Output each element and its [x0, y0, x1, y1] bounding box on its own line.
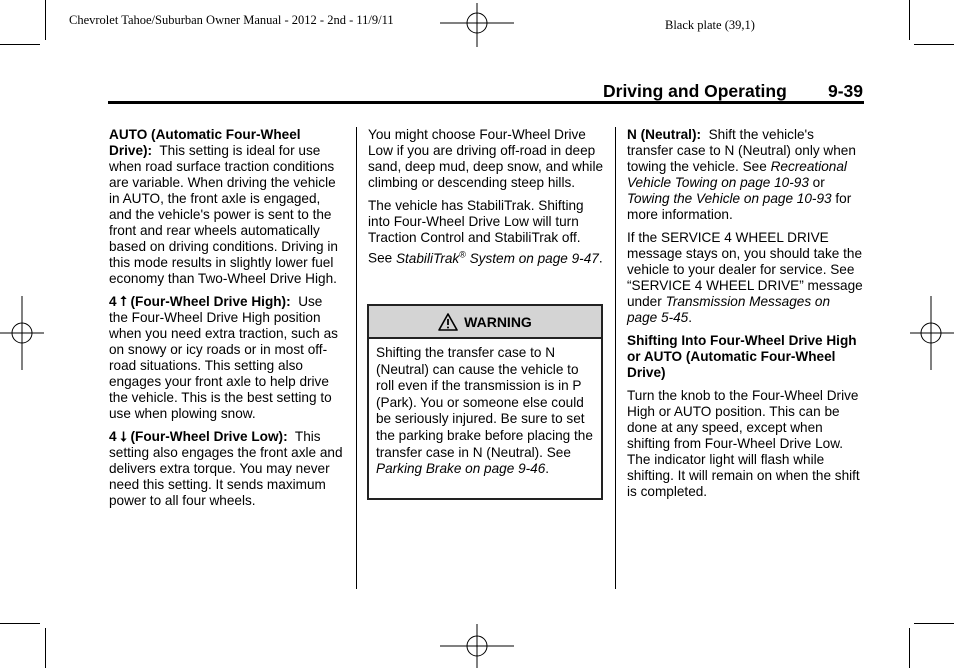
transmission-messages-ref[interactable]: Transmission Messages on page 5-45 — [627, 294, 831, 325]
crop-mark-icon — [0, 44, 40, 45]
high-prefix: 4 — [109, 294, 117, 309]
warning-header — [369, 306, 601, 339]
crop-mark-icon — [914, 44, 954, 45]
parking-brake-ref[interactable]: Parking Brake on page 9-46 — [376, 461, 546, 477]
warning-title: WARNING — [464, 313, 532, 330]
column-3 — [627, 127, 863, 507]
rv-towing-ref[interactable]: Recreational Vehicle Towing on page 10-93 — [627, 159, 847, 190]
slug-left: Chevrolet Tahoe/Suburban Owner Manual - 2012 - 2nd - 11/9/11 — [69, 13, 394, 27]
crop-mark-icon — [909, 0, 910, 40]
low-prefix: 4 — [109, 429, 117, 444]
crop-mark-icon — [45, 0, 46, 40]
registration-mark-icon — [440, 3, 514, 47]
crop-mark-icon — [0, 623, 40, 624]
high-text: Use the Four-Wheel Drive High position when you need extra traction, such as on snowy or icy roads or in most off-road situations. This setting also engages your front axle to help drive the vehicle. This is the best setting to use when plowing snow. — [109, 294, 338, 421]
stabilitrak-text: The vehicle has StabiliTrak. Shifting into Four-Wheel Drive Low will turn Traction Control and StabiliTrak off. See — [368, 198, 584, 266]
neutral-text: Shift the vehicle's transfer case to N (Neutral) only when towing the vehicle. See — [627, 127, 856, 174]
low-text: This setting also engages the front axle and delivers extra torque. You may never need this setting. It sends maximum power to all four wheels. — [109, 429, 343, 508]
neutral-paragraph: N (Neutral): Shift the vehicle's transfer case to N (Neutral) only when towing the vehicle. See Recreational Vehicle Towing on page 10-93 or Towing the Vehicle on page 10-93 for more information. — [627, 127, 856, 222]
header-rule — [108, 101, 864, 104]
slug-right: Black plate (39,1) — [665, 18, 755, 32]
crop-mark-icon — [45, 628, 46, 668]
service-paragraph: If the SERVICE 4 WHEEL DRIVE message stays on, you should take the vehicle to your dealer for service. See “SERVICE 4 WHEEL DRIVE” message under Transmission Messages on page 5-45. — [627, 230, 863, 325]
high-paragraph — [109, 294, 344, 422]
stabilitrak-ref[interactable]: StabiliTrak® System on page 9-47 — [395, 249, 599, 266]
section-title: Driving and Operating — [603, 81, 787, 101]
crop-mark-icon — [914, 623, 954, 624]
auto-paragraph — [109, 127, 344, 287]
registration-mark-icon — [0, 296, 44, 370]
column-2 — [368, 127, 604, 274]
stabilitrak-paragraph: The vehicle has StabiliTrak. Shifting into Four-Wheel Drive Low will turn Traction Control and StabiliTrak off. See StabiliTrak® System on page 9-47. — [368, 198, 603, 266]
high-label: (Four-Wheel Drive High): — [130, 294, 291, 309]
warning-text: Shifting the transfer case to N (Neutral) can cause the vehicle to roll even if the transmission is in P (Park). You or someone else could be seriously injured. Be sure to set the parking brake before placing the transfer case in N (Neutral). See — [376, 345, 593, 460]
warning-body: Shifting the transfer case to N (Neutral) can cause the vehicle to roll even if the transmission is in P (Park). You or someone else could be seriously injured. Be sure to set the parking brake before placing the transfer case in N (Neutral). See Parking Brake on page 9-46. — [376, 345, 593, 477]
registration-mark-icon — [440, 624, 514, 668]
registration-mark-icon — [910, 296, 954, 370]
neutral-label: N (Neutral): — [627, 127, 702, 142]
low-label: (Four-Wheel Drive Low): — [130, 429, 288, 444]
auto-text: This setting is ideal for use when road surface traction conditions are variable. When driving the vehicle in AUTO, the front axle is engaged, and the vehicle's power is sent to the front and rear wheels automatically based on driving conditions. Driving in this mode results in slightly lower fuel economy than Two-Wheel Drive High. — [109, 143, 338, 286]
towing-vehicle-ref[interactable]: Towing the Vehicle on page 10-93 — [627, 191, 832, 206]
service-text: If the SERVICE 4 WHEEL DRIVE message stays on, you should take the vehicle to your dealer for service. See “SERVICE 4 WHEEL DRIVE” message under — [627, 230, 863, 309]
column-1 — [109, 127, 344, 516]
auto-label: AUTO (Automatic Four-Wheel Drive): — [109, 127, 301, 158]
shifting-subheading: Shifting Into Four-Wheel Drive High or AUTO (Automatic Four-Wheel Drive) — [627, 333, 857, 380]
arrow-up-icon: ⭡ — [120, 294, 127, 310]
page-number: 9-39 — [828, 81, 864, 101]
low-usage-paragraph: You might choose Four-Wheel Drive Low if you are driving off-road in deep sand, deep mud, deep snow, and while climbing or descending steep hills. — [368, 127, 604, 190]
low-paragraph — [109, 429, 344, 509]
column-divider — [356, 127, 357, 589]
shifting-paragraph: Turn the knob to the Four-Wheel Drive High or AUTO position. This can be done at any speed, except when shifting from Four-Wheel Drive Low. The indicator light will flash while shifting. It will remain on when the shift is completed. — [627, 388, 860, 499]
warning-box — [367, 304, 603, 500]
warning-triangle-icon — [438, 313, 458, 331]
crop-mark-icon — [909, 628, 910, 668]
column-divider — [615, 127, 616, 589]
arrow-down-icon: ⭣ — [120, 429, 127, 445]
